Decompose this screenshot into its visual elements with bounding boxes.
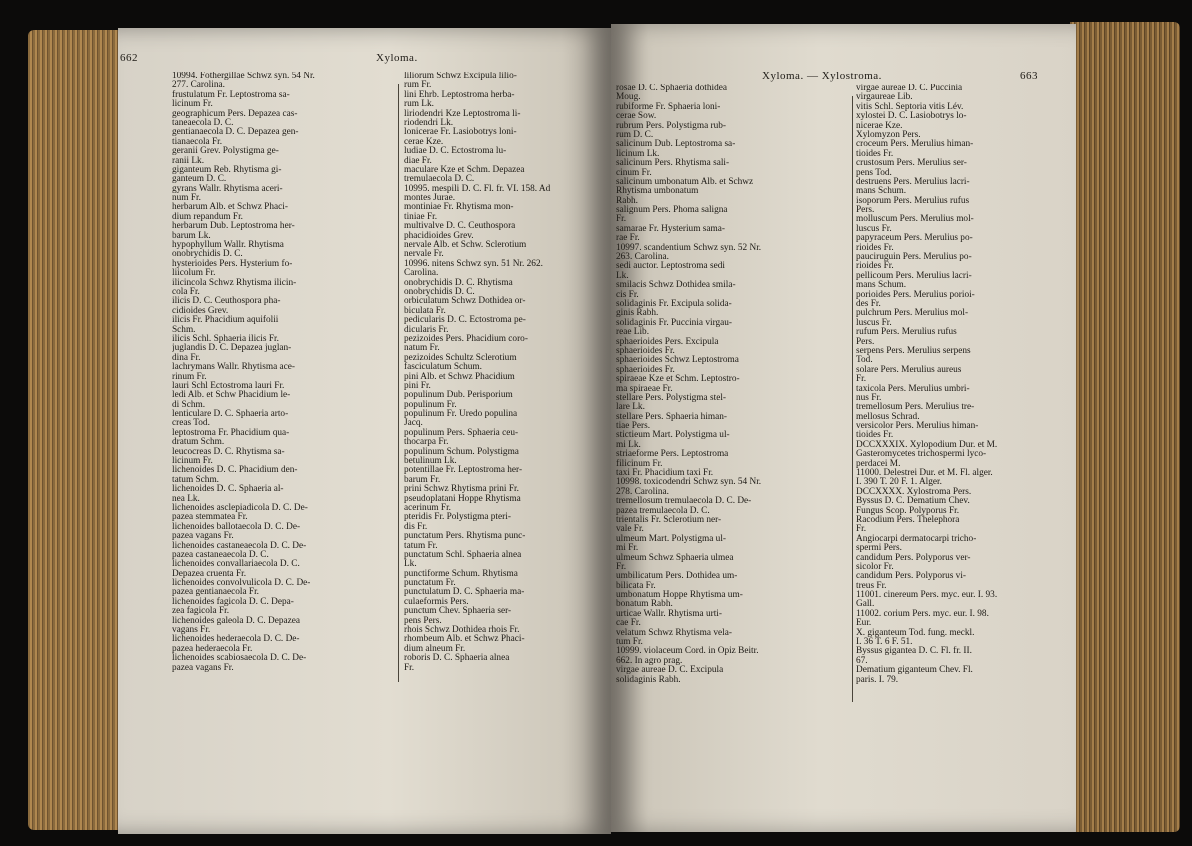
entry-line: 10995. mespili D. C. Fl. fr. VI. 158. Ad [404, 183, 551, 194]
entry-line: rioides Fr. [856, 261, 894, 272]
entry-line: salicinum Pers. Rhytisma sali- [616, 158, 730, 169]
entry-line: striaeforme Pers. Leptostroma [616, 449, 729, 460]
entry-line: bilicata Fr. [616, 580, 656, 591]
entry-line: thocarpa Fr. [404, 437, 449, 448]
entry-line: dis Fr. [404, 521, 428, 532]
entry-line: solidaginis Fr. Excipula solida- [616, 298, 732, 309]
entry-line: onobrychidis D. C. [172, 249, 243, 260]
entry-line: lichenoides D. C. Sphaeria al- [172, 484, 284, 495]
entry-line: tioides Fr. [856, 430, 894, 441]
entry-line: tremulaecola D. C. [404, 174, 475, 185]
entry-line: cis Fr. [616, 289, 639, 300]
entry-line: punctum Chev. Sphaeria ser- [404, 606, 512, 617]
page-edges-left [28, 30, 128, 830]
entry-line: papyraceum Pers. Merulius po- [856, 233, 973, 244]
entry-line: pteridis Fr. Polystigma pteri- [404, 512, 511, 523]
entry-line: tremellosum tremulaecola D. C. De- [616, 496, 752, 507]
entry-line: zea fagicola Fr. [172, 606, 230, 617]
entry-line: des Fr. [856, 298, 881, 309]
entry-line: reae Lib. [616, 327, 650, 338]
entry-line: rhombeum Alb. et Schwz Phaci- [404, 634, 525, 645]
entry-line: versicolor Pers. Merulius himan- [856, 421, 979, 432]
entry-line: Rabh. [616, 195, 638, 206]
entry-line: rhois Schwz Dothidea rhois Fr. [404, 625, 520, 636]
entry-line: leucocreas D. C. Rhytisma sa- [172, 446, 285, 457]
entry-line: barum Fr. [404, 474, 441, 485]
entry-line: montes Jurae. [404, 193, 456, 204]
entry-line: destruens Pers. Merulius lacri- [856, 176, 970, 187]
entry-line: tremellosum Pers. Merulius tre- [856, 402, 975, 413]
entry-line: isoporum Pers. Merulius rufus [856, 195, 970, 206]
entry-line: potentillae Fr. Leptostroma her- [404, 465, 523, 476]
entry-line: num Fr. [172, 193, 201, 204]
entry-line: cae Fr. [616, 618, 641, 629]
entry-line: populinum Schum. Polystigma [404, 446, 519, 457]
entry-line: 10997. scandentium Schwz syn. 52 Nr. [616, 242, 762, 253]
entry-line: pens Pers. [404, 615, 442, 626]
entry-line: rum Lk. [404, 99, 434, 110]
entry-line: dina Fr. [172, 352, 201, 363]
entry-line: 11000. Delestrei Dur. et M. Fl. alger. [856, 468, 993, 479]
entry-line: geographicum Pers. Depazea cas- [172, 108, 298, 119]
entry-line: liliorum Schwz Excipula lilio- [404, 72, 517, 81]
entry-line: ilicis Schl. Sphaeria ilicis Fr. [172, 333, 279, 344]
entry-line: sphaerioides Schwz Leptostroma [616, 355, 739, 366]
entry-line: Pers. [856, 205, 875, 216]
entry-line: pezizoides Pers. Phacidium coro- [404, 333, 528, 344]
entry-line: salicinum umbonatum Alb. et Schwz [616, 176, 754, 187]
entry-line: sicolor Fr. [856, 561, 894, 572]
entry-line: tum Fr. [616, 637, 643, 648]
left-page-number: 662 [120, 52, 138, 64]
entry-line: gyrans Wallr. Rhytisma aceri- [172, 183, 283, 194]
entry-line: rosae D. C. Sphaeria dothidea [616, 84, 728, 93]
entry-line: Schm. [172, 324, 196, 335]
entry-line: licinum Fr. [172, 456, 213, 467]
entry-line: cola Fr. [172, 286, 200, 297]
right-column-2 [856, 84, 1068, 720]
entry-line: 10994. Fothergillae Schwz syn. 54 Nr. [172, 72, 315, 81]
entry-line: 11002. corium Pers. myc. eur. I. 98. [856, 608, 989, 619]
entry-line: Fr. [856, 524, 867, 535]
entry-line: frustulatum Fr. Leptostroma sa- [172, 89, 290, 100]
entry-line: candidum Pers. Polyporus vi- [856, 571, 967, 582]
right-running-head: Xyloma. — Xylostroma. [762, 70, 882, 82]
entry-line: fasciculatum Schum. [404, 362, 482, 373]
entry-line: nus Fr. [856, 392, 882, 403]
entry-line: dicularis Fr. [404, 324, 449, 335]
entry-line: taxi Fr. Phacidium taxi Fr. [616, 468, 714, 479]
entry-line: virgae aureae D. C. Excipula [616, 665, 724, 676]
entry-line: sphaerioides Fr. [616, 364, 675, 375]
entry-line: Lk. [404, 559, 417, 570]
entry-line: onobrychidis D. C. Rhytisma [404, 277, 513, 288]
entry-line: lare Lk. [616, 402, 645, 413]
entry-line: DCCXXXIX. Xylopodium Dur. et M. [856, 439, 998, 450]
entry-line: tiae Pers. [616, 421, 651, 432]
entry-line: solidaginis Rabh. [616, 674, 681, 685]
entry-line: lachrymans Wallr. Rhytisma ace- [172, 362, 296, 373]
entry-line: pedicularis D. C. Ectostroma pe- [404, 315, 526, 326]
entry-line: cerae Sow. [616, 111, 657, 122]
entry-line: Moug. [616, 92, 641, 103]
entry-line: croceum Pers. Merulius himan- [856, 139, 974, 150]
entry-line: filicinum Fr. [616, 458, 663, 469]
entry-line: perdacei M. [856, 458, 901, 469]
entry-line: solidaginis Fr. Puccinia virgau- [616, 317, 733, 328]
entry-line: nicerae Kze. [856, 120, 903, 131]
entry-line: Jacq. [404, 418, 423, 429]
right-column-1 [616, 84, 848, 720]
entry-line: populinum Fr. Uredo populina [404, 409, 518, 420]
entry-line: sedi auctor. Leptostroma sedi [616, 261, 725, 272]
entry-line: Carolina. [404, 268, 439, 279]
entry-line: punctatum Pers. Rhytisma punc- [404, 531, 526, 542]
entry-line: Fr. [616, 561, 627, 572]
entry-line: Byssus gigantea D. C. Fl. fr. II. [856, 646, 972, 657]
entry-line: Dematium giganteum Chev. Fl. [856, 665, 973, 676]
entry-line: punctulatum D. C. Sphaeria ma- [404, 587, 525, 598]
entry-line: herbarum Dub. Leptostroma her- [172, 221, 295, 232]
entry-line: biculata Fr. [404, 305, 446, 316]
entry-line: 67. [856, 655, 868, 666]
entry-line: pazea tremulaecola D. C. [616, 505, 710, 516]
entry-line: velatum Schwz Rhytisma vela- [616, 627, 732, 638]
entry-line: serpens Pers. Merulius serpens [856, 345, 971, 356]
entry-line: punctatum Fr. [404, 578, 456, 589]
entry-line: Gasteromycetes trichospermi lyco- [856, 449, 987, 460]
entry-line: lauri Schl Ectostroma lauri Fr. [172, 380, 285, 391]
entry-line: umbilicatum Pers. Dothidea um- [616, 571, 738, 582]
entry-line: Rhytisma umbonatum [616, 186, 699, 197]
entry-line: multivalve D. C. Ceuthospora [404, 221, 516, 232]
entry-line: di Schm. [172, 399, 206, 410]
left-column-1 [172, 72, 394, 692]
entry-line: lenticulare D. C. Sphaeria arto- [172, 409, 289, 420]
entry-line: lichenoides asclepiadicola D. C. De- [172, 502, 308, 513]
entry-line: ranii Lk. [172, 155, 205, 166]
entry-line: pazea vagans Fr. [172, 662, 234, 673]
entry-line: acerinum Fr. [404, 502, 451, 513]
entry-line: vitis Schl. Septoria vitis Lév. [856, 101, 964, 112]
entry-line: salicinum Dub. Leptostroma sa- [616, 139, 736, 150]
entry-line: 263. Carolina. [616, 252, 669, 263]
entry-line: ilicis Fr. Phacidium aquifolii [172, 315, 279, 326]
entry-line: porioides Pers. Merulius porioi- [856, 289, 975, 300]
entry-line: lonicerae Fr. Lasiobotrys loni- [404, 127, 517, 138]
column-rule-right [852, 96, 853, 702]
entry-line: tatum Schm. [172, 474, 219, 485]
entry-line: tatum Fr. [404, 540, 438, 551]
entry-line: diae Fr. [404, 155, 432, 166]
entry-line: ilicincola Schwz Rhytisma ilicin- [172, 277, 297, 288]
entry-line: barum Lk. [172, 230, 211, 241]
entry-line: ma spiraeae Fr. [616, 383, 673, 394]
entry-line: betulinum Lk. [404, 456, 457, 467]
entry-line: cidioides Grev. [172, 305, 229, 316]
entry-line: rum D. C. [616, 129, 654, 140]
entry-line: ludiae D. C. Ectostroma lu- [404, 146, 507, 157]
entry-line: 10998. toxicodendri Schwz syn. 54 Nr. [616, 477, 762, 488]
entry-line: nea Lk. [172, 493, 200, 504]
entry-line: solare Pers. Merulius aureus [856, 364, 962, 375]
entry-line: pens Tod. [856, 167, 892, 178]
entry-line: Xylomyzon Pers. [856, 129, 921, 140]
entry-line: lichenoides galeola D. C. Depazea [172, 615, 301, 626]
entry-line: rubiforme Fr. Sphaeria loni- [616, 101, 721, 112]
entry-line: trientalis Fr. Sclerotium ner- [616, 514, 722, 525]
entry-line: rae Fr. [616, 233, 640, 244]
entry-line: lichenoides hederaecola D. C. De- [172, 634, 300, 645]
entry-line: taneaecola D. C. [172, 117, 234, 128]
entry-line: taxicola Pers. Merulius umbri- [856, 383, 970, 394]
entry-line: dratum Schm. [172, 437, 225, 448]
entry-line: ledi Alb. et Schw Phacidium le- [172, 390, 291, 401]
entry-line: juglandis D. C. Depazea juglan- [172, 343, 292, 354]
entry-line: virgaureae Lib. [856, 92, 913, 103]
entry-line: punctatum Schl. Sphaeria alnea [404, 549, 522, 560]
entry-line: populinum Fr. [404, 399, 457, 410]
entry-line: natum Fr. [404, 343, 440, 354]
entry-line: populinum Dub. Perisporium [404, 390, 513, 401]
entry-line: herbarum Alb. et Schwz Phaci- [172, 202, 288, 213]
entry-line: dium repandum Fr. [172, 211, 244, 222]
entry-line: 662. In agro prag. [616, 655, 683, 666]
entry-line: mi Fr. [616, 543, 639, 554]
entry-line: spiraeae Kze et Schm. Leptostro- [616, 374, 740, 385]
entry-line: stictieum Mart. Polystigma ul- [616, 430, 730, 441]
entry-line: pezizoides Schultz Sclerotium [404, 352, 517, 363]
entry-line: dium alneum Fr. [404, 643, 466, 654]
entry-line: leptostroma Fr. Phacidium qua- [172, 427, 290, 438]
entry-line: licinum Fr. [172, 99, 213, 110]
entry-line: pazea hederaecola Fr. [172, 643, 253, 654]
entry-line: nervale Fr. [404, 249, 444, 260]
entry-line: punctiforme Schum. Rhytisma [404, 568, 518, 579]
entry-line: geranii Grev. Polystigma ge- [172, 146, 279, 157]
entry-line: I. 390 T. 20 F. 1. Alger. [856, 477, 942, 488]
entry-line: spermi Pers. [856, 543, 902, 554]
entry-line: lichenoides fagicola D. C. Depa- [172, 596, 294, 607]
entry-line: ulmeum Schwz Sphaeria ulmea [616, 552, 734, 563]
entry-line: smilacis Schwz Dothidea smila- [616, 280, 736, 291]
entry-line: 277. Carolina. [172, 80, 225, 91]
entry-line: candidum Pers. Polyporus ver- [856, 552, 971, 563]
entry-line: sphaerioides Fr. [616, 345, 675, 356]
entry-line: tioides Fr. [856, 148, 894, 159]
entry-line: Depazea cruenta Fr. [172, 568, 247, 579]
entry-line: Fungus Scop. Polyporus Fr. [856, 505, 960, 516]
entry-line: culaeformis Pers. [404, 596, 469, 607]
entry-line: pini Fr. [404, 380, 431, 391]
entry-line: gentianaecola D. C. Depazea gen- [172, 127, 299, 138]
left-column-2 [404, 72, 604, 692]
entry-line: ilicis D. C. Ceuthospora pha- [172, 296, 281, 307]
entry-line: pazea gentianaecola Fr. [172, 587, 259, 598]
entry-line: orbiculatum Schwz Dothidea or- [404, 296, 526, 307]
entry-line: rioides Fr. [856, 242, 894, 253]
entry-line: salignum Pers. Phoma saligna [616, 205, 728, 216]
entry-line: montiniae Fr. Rhytisma mon- [404, 202, 514, 213]
entry-line: Pers. [856, 336, 875, 347]
entry-line: populinum Pers. Sphaeria ceu- [404, 427, 519, 438]
entry-line: virgae aureae D. C. Puccinia [856, 84, 963, 93]
entry-line: stellare Pers. Polystigma stel- [616, 392, 726, 403]
entry-line: phacidioides Grev. [404, 230, 474, 241]
entry-line: Fr. [856, 374, 867, 385]
entry-line: cinum Fr. [616, 167, 652, 178]
entry-line: pazea stemmatea Fr. [172, 512, 248, 523]
entry-line: nervale Alb. et Schw. Sclerotium [404, 240, 527, 251]
entry-line: luscus Fr. [856, 223, 892, 234]
entry-line: pauciruguin Pers. Merulius po- [856, 252, 972, 263]
entry-line: giganteum Reb. Rhytisma gi- [172, 164, 282, 175]
left-running-head: Xyloma. [376, 52, 418, 64]
entry-line: X. giganteum Tod. fung. meckl. [856, 627, 975, 638]
entry-line: licinum Lk. [616, 148, 660, 159]
entry-line: roboris D. C. Sphaeria alnea [404, 653, 510, 664]
entry-line: mellosus Schrad. [856, 411, 920, 422]
entry-line: onobrychidis D. C. [404, 286, 475, 297]
entry-line: Racodium Pers. Thelephora [856, 514, 960, 525]
entry-line: mans Schum. [856, 280, 907, 291]
entry-line: Tod. [856, 355, 873, 366]
entry-line: lichenoides ballotaecola D. C. De- [172, 521, 301, 532]
entry-line: DCCXXXX. Xylostroma Pers. [856, 486, 972, 497]
entry-line: 10999. violaceum Cord. in Opiz Beitr. [616, 646, 759, 657]
entry-line: crustosum Pers. Merulius ser- [856, 158, 967, 169]
entry-line: Eur. [856, 618, 872, 629]
entry-line: Byssus D. C. Dematium Chev. [856, 496, 970, 507]
right-page-number: 663 [1020, 70, 1038, 82]
entry-line: Lk. [616, 270, 629, 281]
entry-line: Fr. [616, 214, 627, 225]
page-edges-right [1070, 22, 1180, 832]
entry-line: samarae Fr. Hysterium sama- [616, 223, 725, 234]
entry-line: molluscum Pers. Merulius mol- [856, 214, 974, 225]
entry-line: lichenoides castaneaecola D. C. De- [172, 540, 307, 551]
entry-line: rufum Pers. Merulius rufus [856, 327, 957, 338]
entry-line: prini Schwz Rhytisma prini Fr. [404, 484, 519, 495]
entry-line: tianaecola Fr. [172, 136, 223, 147]
entry-line: Fr. [404, 662, 415, 673]
entry-line: liicolum Fr. [172, 268, 216, 279]
entry-line: pellicoum Pers. Merulius lacri- [856, 270, 972, 281]
entry-line: rinum Fr. [172, 371, 207, 382]
entry-line: mans Schum. [856, 186, 907, 197]
column-rule-left [398, 84, 399, 682]
entry-line: pazea vagans Fr. [172, 531, 234, 542]
entry-line: maculare Kze et Schm. Depazea [404, 164, 525, 175]
entry-line: cerae Kze. [404, 136, 444, 147]
entry-line: 278. Carolina. [616, 486, 669, 497]
entry-line: lichenoides D. C. Phacidium den- [172, 465, 298, 476]
entry-line: pulchrum Pers. Merulius mol- [856, 308, 969, 319]
entry-line: 11001. cinereum Pers. myc. eur. I. 93. [856, 590, 998, 601]
entry-line: paris. I. 79. [856, 674, 899, 685]
entry-line: bonatum Rabh. [616, 599, 673, 610]
entry-line: pini Alb. et Schwz Phacidium [404, 371, 515, 382]
entry-line: Angiocarpi dermatocarpi tricho- [856, 533, 977, 544]
entry-line: I. 36 T. 6 F. 51. [856, 637, 913, 648]
entry-line: pazea castaneaecola D. C. [172, 549, 269, 560]
entry-line: sphaerioides Pers. Excipula [616, 336, 719, 347]
entry-line: Gall. [856, 599, 875, 610]
entry-line: lichenoides convallariaecola D. C. [172, 559, 300, 570]
entry-line: hysterioides Pers. Hysterium fo- [172, 258, 293, 269]
entry-line: xylostei D. C. Lasiobotrys lo- [856, 111, 967, 122]
entry-line: urticae Wallr. Rhytisma urti- [616, 608, 722, 619]
entry-line: stellare Pers. Sphaeria himan- [616, 411, 728, 422]
entry-line: creas Tod. [172, 418, 210, 429]
entry-line: luscus Fr. [856, 317, 892, 328]
entry-line: vagans Fr. [172, 625, 211, 636]
entry-line: 10996. nitens Schwz syn. 51 Nr. 262. [404, 258, 543, 269]
entry-line: riodendri Lk. [404, 117, 454, 128]
entry-line: ganteum D. C. [172, 174, 227, 185]
entry-line: lini Ehrb. Leptostroma herba- [404, 89, 515, 100]
entry-line: hypophyllum Wallr. Rhytisma [172, 240, 284, 251]
entry-line: ginis Rabh. [616, 308, 659, 319]
entry-line: ulmeum Mart. Polystigma ul- [616, 533, 727, 544]
entry-line: rum Fr. [404, 80, 432, 91]
entry-line: treus Fr. [856, 580, 887, 591]
entry-line: lichenoides convolvulicola D. C. De- [172, 578, 311, 589]
entry-line: pseudoplatani Hoppe Rhytisma [404, 493, 521, 504]
entry-line: mi Lk. [616, 439, 641, 450]
entry-line: lichenoides scabiosaecola D. C. De- [172, 653, 307, 664]
entry-line: tiniae Fr. [404, 211, 438, 222]
entry-line: rubrum Pers. Polystigma rub- [616, 120, 727, 131]
entry-line: umbonatum Hoppe Rhytisma um- [616, 590, 743, 601]
entry-line: liriodendri Kze Leptostroma li- [404, 108, 521, 119]
entry-line: vale Fr. [616, 524, 644, 535]
